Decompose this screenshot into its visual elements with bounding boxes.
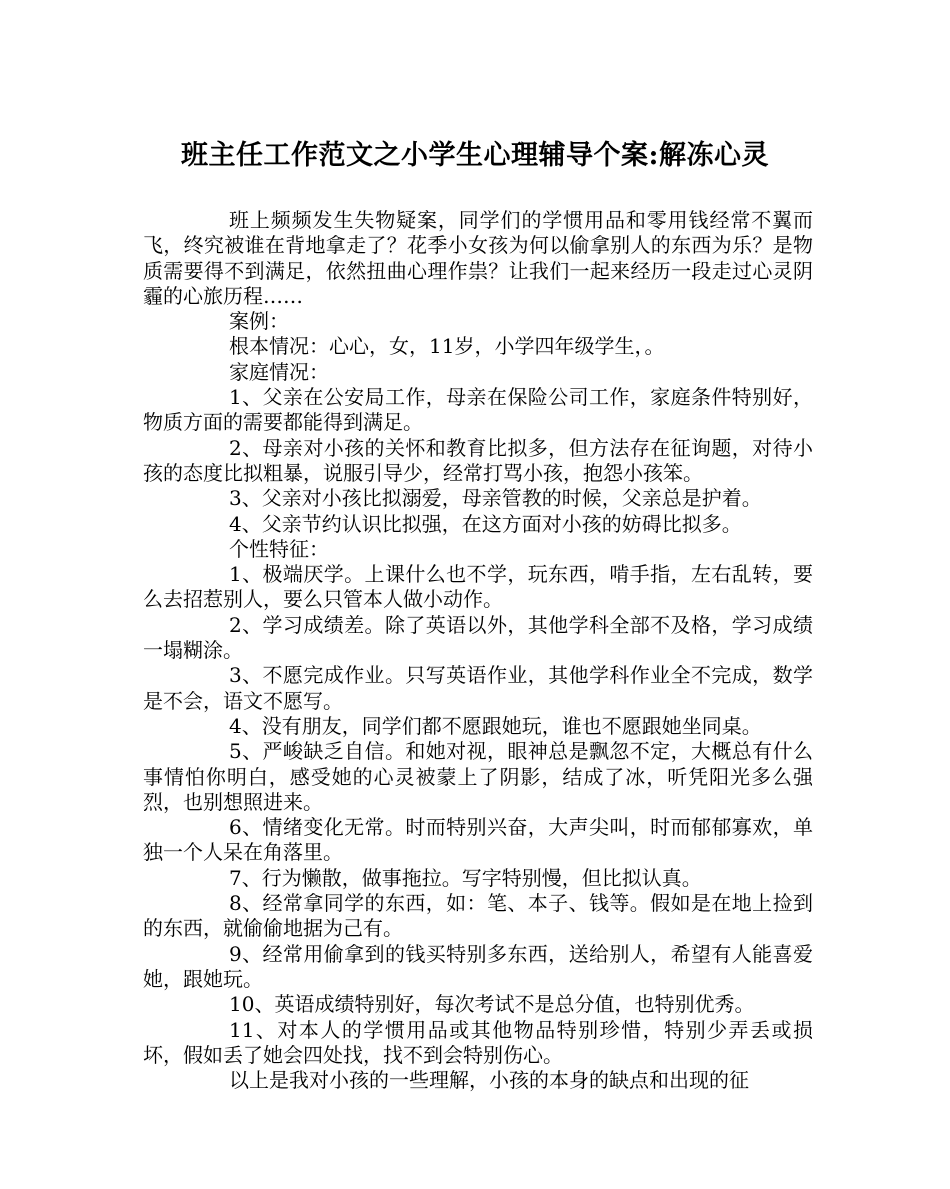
paragraph-trait-8: 8、经常拿同学的东西，如：笔、本子、钱等。假如是在地上捡到的东西，就偷偷地据为己有。 [143,891,813,941]
paragraph-family-2: 2、母亲对小孩的关怀和教育比拟多，但方法存在征询题，对待小孩的态度比拟粗暴，说服引导少，经常打骂小孩，抱怨小孩笨。 [143,435,813,485]
document-body [143,208,813,1093]
paragraph-trait-5: 5、严峻缺乏自信。和她对视，眼神总是飘忽不定，大概总有什么事情怕你明白，感受她的心灵被蒙上了阴影，结成了冰，听凭阳光多么强烈，也别想照进来。 [143,739,813,814]
paragraph-summary: 以上是我对小孩的一些理解，小孩的本身的缺点和出现的征 [229,1068,749,1093]
paragraph-case-heading: 案例： [229,309,289,334]
paragraph-family-3: 3、父亲对小孩比拟溺爱，母亲管教的时候，父亲总是护着。 [229,486,762,511]
paragraph-trait-3: 3、不愿完成作业。只写英语作业，其他学科作业全不完成，数学是不会，语文不愿写。 [143,663,813,713]
paragraph-trait-6: 6、情绪变化无常。时而特别兴奋，大声尖叫，时而郁郁寡欢，单独一个人呆在角落里。 [143,815,813,865]
paragraph-intro: 班上频频发生失物疑案，同学们的学惯用品和零用钱经常不翼而飞，终究被谁在背地拿走了？花季小女孩为何以偷拿别人的东西为乐？是物质需要得不到满足，依然扭曲心理作祟？让我们一起来经历一段走过心灵阴霾的心旅历程…… [143,208,813,308]
paragraph-trait-1: 1、极端厌学。上课什么也不学，玩东西，啃手指，左右乱转，要么去招惹别人，要么只管本人做小动作。 [143,562,813,612]
paragraph-basic-info: 根本情况：心心，女，11岁，小学四年级学生，。 [229,334,665,359]
paragraph-family-1: 1、父亲在公安局工作，母亲在保险公司工作，家庭条件特别好，物质方面的需要都能得到满足。 [143,385,813,435]
document-title: 班主任工作范文之小学生心理辅导个案:解冻心灵 [181,140,769,171]
paragraph-trait-2: 2、学习成绩差。除了英语以外，其他学科全部不及格，学习成绩一塌糊涂。 [143,612,813,663]
paragraph-trait-10: 10、英语成绩特别好，每次考试不是总分值，也特别优秀。 [229,992,755,1017]
paragraph-trait-9: 9、经常用偷拿到的钱买特别多东西，送给别人，希望有人能喜爱她，跟她玩。 [143,941,813,991]
paragraph-family-heading: 家庭情况： [229,359,329,384]
paragraph-family-4: 4、父亲节约认识比拟强，在这方面对小孩的妨碍比拟多。 [229,511,742,536]
paragraph-trait-4: 4、没有朋友，同学们都不愿跟她玩，谁也不愿跟她坐同桌。 [229,713,762,738]
paragraph-traits-heading: 个性特征： [229,536,329,561]
paragraph-trait-11: 11、对本人的学惯用品或其他物品特别珍惜，特别少弄丢或损坏，假如丢了她会四处找，找不到会特别伤心。 [143,1017,813,1067]
paragraph-trait-7: 7、行为懒散，做事拖拉。写字特别慢，但比拟认真。 [229,865,702,890]
